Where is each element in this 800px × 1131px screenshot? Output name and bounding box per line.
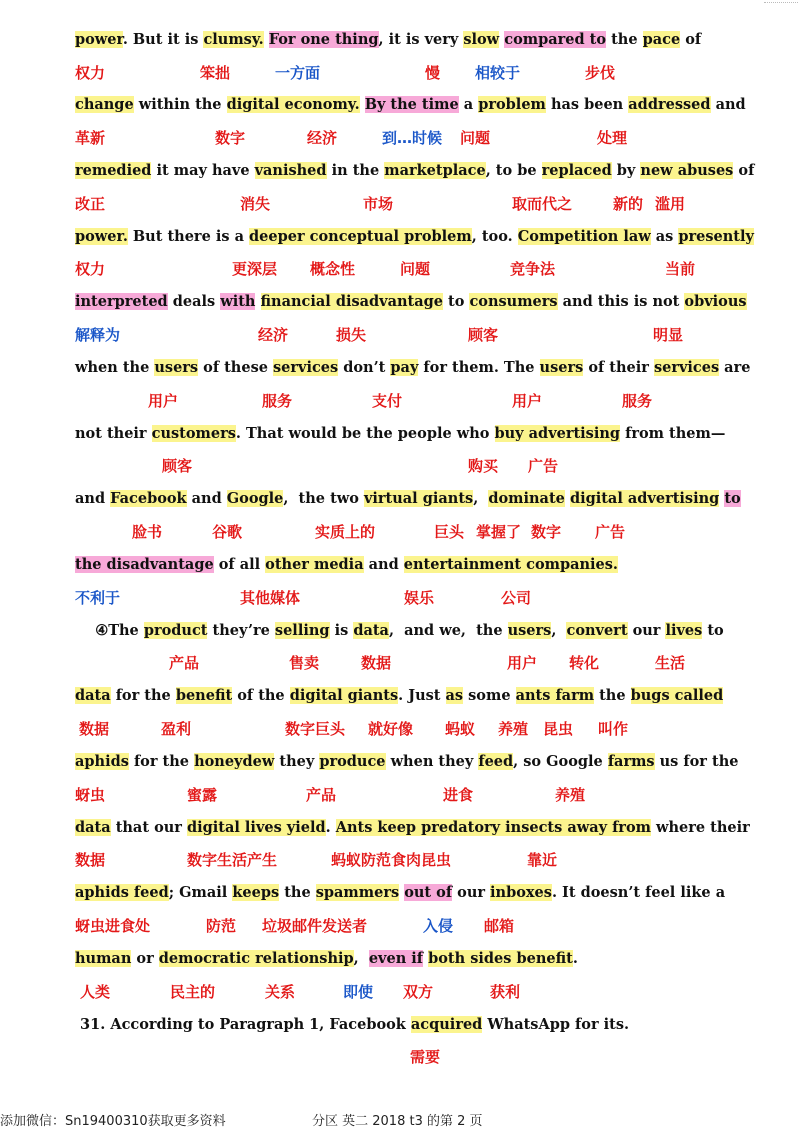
plain-text: for the	[128, 753, 195, 770]
red-annotation: 新的	[613, 195, 644, 213]
blue-annotation: 到…时候	[382, 129, 443, 147]
red-annotation: 昆虫	[543, 720, 574, 738]
yellow-highlight-phrase: data	[75, 687, 111, 704]
red-annotation: 生活	[655, 654, 686, 672]
pink-highlight-phrase: compared to	[504, 31, 607, 48]
plain-text: that our	[110, 819, 187, 836]
red-annotation: 数据	[361, 654, 392, 672]
plain-text: has been	[545, 96, 629, 113]
text-line	[75, 93, 746, 117]
text-line	[75, 225, 754, 249]
footer-page-label: 分区 英二 2018 t3 的第 2 页	[312, 1114, 483, 1129]
yellow-highlight-phrase: users	[154, 359, 199, 376]
plain-text: don’t	[338, 359, 391, 376]
yellow-highlight-phrase: vanished	[254, 162, 327, 179]
yellow-highlight-phrase: Ants keep predatory insects away from	[335, 819, 651, 836]
red-annotation: 脸书	[132, 523, 163, 541]
red-annotation: 滥用	[655, 195, 686, 213]
text-line	[75, 750, 739, 774]
gloss-line	[75, 915, 755, 939]
red-annotation: 关系	[265, 983, 296, 1001]
yellow-highlight-phrase: democratic relationship	[158, 950, 354, 967]
plain-text: for them. The	[418, 359, 540, 376]
yellow-highlight-phrase: other media	[265, 556, 364, 573]
plain-text: , and we, the	[388, 622, 508, 639]
red-annotation: 消失	[240, 195, 271, 213]
yellow-highlight-phrase: Google	[226, 490, 284, 507]
blue-annotation: 相较于	[475, 64, 521, 82]
red-annotation: 数字	[531, 523, 562, 541]
yellow-highlight-phrase: users	[539, 359, 584, 376]
pink-highlight-phrase: even if	[368, 950, 424, 967]
yellow-highlight-phrase: presently	[678, 228, 754, 245]
red-annotation: 权力	[75, 260, 106, 278]
plain-text: or	[131, 950, 159, 967]
plain-text: deals	[167, 293, 221, 310]
yellow-highlight-phrase: new abuses	[640, 162, 734, 179]
red-annotation: 产品	[306, 786, 337, 804]
plain-text: for the	[110, 687, 176, 704]
plain-text: are	[719, 359, 751, 376]
plain-text: . But it is	[122, 31, 204, 48]
yellow-highlight-phrase: Facebook	[110, 490, 187, 507]
gloss-line	[75, 258, 755, 282]
yellow-highlight-phrase: inboxes	[490, 884, 552, 901]
plain-text: a	[458, 96, 479, 113]
yellow-highlight-phrase: services	[653, 359, 720, 376]
gloss-line	[75, 1046, 755, 1070]
red-annotation: 数据	[75, 851, 106, 869]
gloss-line	[75, 324, 755, 348]
red-annotation: 顾客	[468, 326, 499, 344]
red-annotation: 用户	[507, 654, 538, 672]
plain-text: the	[279, 884, 316, 901]
yellow-highlight-phrase: aphids feed	[75, 884, 169, 901]
red-annotation: 数字	[215, 129, 246, 147]
gloss-line	[75, 193, 755, 217]
pink-highlight-phrase: For one thing	[268, 31, 379, 48]
red-annotation: 蚜虫进食处	[75, 917, 151, 935]
red-annotation: 广告	[528, 457, 559, 475]
red-annotation: 养殖	[555, 786, 586, 804]
plain-text: and this is not	[557, 293, 685, 310]
yellow-highlight-phrase: addressed	[628, 96, 711, 113]
plain-text: ④The	[75, 622, 144, 639]
text-line	[75, 881, 726, 905]
text-line	[75, 684, 724, 708]
red-annotation: 概念性	[310, 260, 356, 278]
blue-annotation: 一方面	[275, 64, 321, 82]
red-annotation: 服务	[262, 392, 293, 410]
red-annotation: 垃圾邮件发送者	[262, 917, 368, 935]
red-annotation: 取而代之	[512, 195, 573, 213]
pink-highlight-phrase: the disadvantage	[75, 556, 214, 573]
red-annotation: 问题	[460, 129, 491, 147]
red-annotation: 掌握了	[476, 523, 522, 541]
yellow-highlight-phrase: entertainment companies.	[403, 556, 618, 573]
plain-text: to	[443, 293, 470, 310]
blue-annotation: 不利于	[75, 589, 121, 607]
yellow-highlight-phrase: problem	[478, 96, 546, 113]
plain-text: not their	[75, 425, 152, 442]
plain-text: of	[733, 162, 755, 179]
gloss-line	[75, 587, 755, 611]
pink-highlight-phrase: By the time	[364, 96, 459, 113]
plain-text: in the	[326, 162, 385, 179]
plain-text: and	[186, 490, 227, 507]
red-annotation: 数字巨头	[285, 720, 346, 738]
plain-text: from them—	[620, 425, 726, 442]
red-annotation: 盈利	[161, 720, 192, 738]
plain-text: ,	[473, 490, 489, 507]
text-line	[75, 553, 715, 577]
red-annotation: 转化	[569, 654, 600, 672]
yellow-highlight-phrase: feed	[478, 753, 514, 770]
red-annotation: 其他媒体	[240, 589, 301, 607]
plain-text: our	[627, 622, 666, 639]
red-annotation: 实质上的	[315, 523, 376, 541]
red-annotation: 慢	[425, 64, 441, 82]
yellow-highlight-phrase: pace	[642, 31, 681, 48]
text-line	[75, 816, 750, 840]
plain-text: of their	[583, 359, 654, 376]
plain-text: when the	[75, 359, 155, 376]
plain-text: to	[702, 622, 724, 639]
red-annotation: 问题	[400, 260, 431, 278]
plain-text: WhatsApp for its.	[482, 1016, 630, 1033]
yellow-highlight-phrase: digital giants	[289, 687, 399, 704]
yellow-highlight-phrase: as	[445, 687, 464, 704]
text-line	[75, 159, 755, 183]
red-annotation: 获利	[490, 983, 521, 1001]
yellow-highlight-phrase: consumers	[469, 293, 558, 310]
yellow-highlight-phrase: acquired	[410, 1016, 483, 1033]
plain-text: they’re	[207, 622, 275, 639]
red-annotation: 就好像	[368, 720, 414, 738]
gloss-line	[75, 127, 755, 151]
red-annotation: 竞争法	[510, 260, 556, 278]
yellow-highlight-phrase: lives	[665, 622, 703, 639]
red-annotation: 产品	[169, 654, 200, 672]
gloss-line	[75, 455, 755, 479]
text-line	[75, 28, 715, 52]
yellow-highlight-phrase: slow	[463, 31, 500, 48]
yellow-highlight-phrase: services	[273, 359, 339, 376]
yellow-highlight-phrase: ants farm	[515, 687, 595, 704]
gloss-line	[75, 718, 755, 742]
yellow-highlight-phrase: human	[75, 950, 132, 967]
yellow-highlight-phrase: virtual giants	[363, 490, 474, 507]
yellow-highlight-phrase: produce	[319, 753, 386, 770]
yellow-highlight-phrase: digital economy.	[226, 96, 360, 113]
yellow-highlight-phrase: Competition law	[517, 228, 651, 245]
plain-text: where their	[650, 819, 750, 836]
plain-text: .	[325, 819, 336, 836]
plain-text: of the	[232, 687, 290, 704]
gloss-line	[75, 390, 755, 414]
plain-text: by	[611, 162, 641, 179]
red-annotation: 需要	[410, 1048, 441, 1066]
blue-annotation: 即使	[343, 983, 374, 1001]
red-annotation: 蜜露	[187, 786, 218, 804]
plain-text: of these	[198, 359, 274, 376]
text-line	[75, 356, 751, 380]
red-annotation: 顾客	[162, 457, 193, 475]
red-annotation: 娱乐	[404, 589, 435, 607]
yellow-highlight-phrase: both sides benefit	[428, 950, 573, 967]
plain-text: , so Google	[513, 753, 608, 770]
plain-text: ; Gmail	[168, 884, 233, 901]
plain-text: as	[650, 228, 679, 245]
yellow-highlight-phrase: change	[75, 96, 134, 113]
plain-text: . That would be the people who	[235, 425, 495, 442]
yellow-highlight-phrase: spammers	[315, 884, 400, 901]
red-annotation: 当前	[665, 260, 696, 278]
red-annotation: 双方	[403, 983, 434, 1001]
plain-text	[360, 96, 365, 113]
yellow-highlight-phrase: replaced	[541, 162, 612, 179]
red-annotation: 经济	[258, 326, 289, 344]
yellow-highlight-phrase: digital advertising	[569, 490, 720, 507]
red-annotation: 处理	[597, 129, 628, 147]
plain-text	[255, 293, 260, 310]
yellow-highlight-phrase: selling	[274, 622, 330, 639]
yellow-highlight-phrase: buy advertising	[494, 425, 621, 442]
red-annotation: 服务	[622, 392, 653, 410]
pink-highlight-phrase: with	[220, 293, 256, 310]
red-annotation: 进食	[443, 786, 474, 804]
red-annotation: 步伐	[585, 64, 616, 82]
gloss-line	[75, 521, 755, 545]
plain-text: ,	[551, 622, 567, 639]
gloss-line	[75, 784, 755, 808]
text-line	[75, 487, 741, 511]
red-annotation: 谷歌	[212, 523, 243, 541]
yellow-highlight-phrase: honeydew	[194, 753, 275, 770]
red-annotation: 靠近	[527, 851, 558, 869]
gloss-line	[75, 849, 755, 873]
red-annotation: 养殖	[498, 720, 529, 738]
red-annotation: 公司	[501, 589, 532, 607]
yellow-highlight-phrase: deeper conceptual problem	[249, 228, 472, 245]
plain-text: of all	[213, 556, 266, 573]
yellow-highlight-phrase: clumsy.	[203, 31, 264, 48]
yellow-highlight-phrase: obvious	[684, 293, 747, 310]
plain-text	[264, 31, 269, 48]
red-annotation: 市场	[363, 195, 394, 213]
plain-text: it may have	[151, 162, 255, 179]
red-annotation: 更深层	[232, 260, 278, 278]
red-annotation: 广告	[595, 523, 626, 541]
plain-text: 31. According to Paragraph 1, Facebook	[75, 1016, 411, 1033]
plain-text: the	[594, 687, 631, 704]
text-line	[75, 422, 726, 446]
plain-text: , to be	[485, 162, 542, 179]
plain-text: and	[710, 96, 746, 113]
gloss-line	[75, 981, 755, 1005]
plain-text: and	[75, 490, 111, 507]
pink-highlight-phrase: to	[724, 490, 741, 507]
red-annotation: 数字生活产生	[187, 851, 278, 869]
yellow-highlight-phrase: product	[143, 622, 208, 639]
text-line	[75, 1013, 715, 1037]
red-annotation: 用户	[148, 392, 179, 410]
plain-text: the	[606, 31, 643, 48]
red-annotation: 权力	[75, 64, 106, 82]
text-line	[75, 290, 747, 314]
yellow-highlight-phrase: data	[353, 622, 389, 639]
yellow-highlight-phrase: aphids	[75, 753, 129, 770]
blue-annotation: 入侵	[423, 917, 454, 935]
red-annotation: 售卖	[289, 654, 320, 672]
yellow-highlight-phrase: customers	[151, 425, 236, 442]
footer-promo-text: 添加微信：Sn19400310获取更多资料	[0, 1114, 226, 1129]
red-annotation: 叫作	[598, 720, 629, 738]
plain-text: us for the	[654, 753, 739, 770]
plain-text: ,	[353, 950, 369, 967]
text-line	[75, 947, 715, 971]
red-annotation: 用户	[512, 392, 543, 410]
red-annotation: 支付	[372, 392, 403, 410]
gloss-line	[75, 62, 755, 86]
plain-text: our	[452, 884, 491, 901]
yellow-highlight-phrase: marketplace	[384, 162, 486, 179]
red-annotation: 购买	[468, 457, 499, 475]
red-annotation: 蚂蚁防范食肉昆虫	[331, 851, 452, 869]
yellow-highlight-phrase: bugs called	[630, 687, 724, 704]
yellow-highlight-phrase: farms	[607, 753, 655, 770]
red-annotation: 笨拙	[200, 64, 231, 82]
red-annotation: 损失	[336, 326, 367, 344]
blue-annotation: 解释为	[75, 326, 121, 344]
plain-text: of	[680, 31, 702, 48]
yellow-highlight-phrase: users	[507, 622, 552, 639]
plain-text: .	[572, 950, 578, 967]
plain-text: . Just	[398, 687, 446, 704]
pink-highlight-phrase: out of	[404, 884, 453, 901]
plain-text: when they	[385, 753, 479, 770]
pink-highlight-phrase: interpreted	[75, 293, 168, 310]
plain-text: But there is a	[127, 228, 250, 245]
plain-text: , it is very	[378, 31, 464, 48]
red-annotation: 明显	[653, 326, 684, 344]
yellow-highlight-phrase: convert	[566, 622, 628, 639]
corner-mark	[764, 2, 798, 7]
yellow-highlight-phrase: data	[75, 819, 111, 836]
red-annotation: 改正	[75, 195, 106, 213]
text-line	[75, 619, 724, 643]
yellow-highlight-phrase: dominate	[488, 490, 565, 507]
yellow-highlight-phrase: benefit	[175, 687, 233, 704]
red-annotation: 巨头	[434, 523, 465, 541]
yellow-highlight-phrase: digital lives yield	[186, 819, 326, 836]
red-annotation: 人类	[80, 983, 111, 1001]
red-annotation: 邮箱	[484, 917, 515, 935]
plain-text: within the	[133, 96, 227, 113]
red-annotation: 革新	[75, 129, 106, 147]
plain-text: . It doesn’t feel like a	[551, 884, 726, 901]
red-annotation: 蚜虫	[75, 786, 106, 804]
red-annotation: 民主的	[170, 983, 216, 1001]
plain-text: , too.	[471, 228, 518, 245]
plain-text: they	[274, 753, 320, 770]
yellow-highlight-phrase: keeps	[232, 884, 280, 901]
yellow-highlight-phrase: remedied	[75, 162, 152, 179]
yellow-highlight-phrase: power	[75, 31, 123, 48]
yellow-highlight-phrase: financial disadvantage	[260, 293, 443, 310]
red-annotation: 防范	[206, 917, 237, 935]
yellow-highlight-phrase: pay	[390, 359, 419, 376]
yellow-highlight-phrase: power.	[75, 228, 128, 245]
plain-text: and	[363, 556, 404, 573]
gloss-line	[75, 652, 755, 676]
plain-text: some	[463, 687, 516, 704]
red-annotation: 蚂蚁	[445, 720, 476, 738]
plain-text: is	[329, 622, 354, 639]
red-annotation: 经济	[307, 129, 338, 147]
red-annotation: 数据	[79, 720, 110, 738]
plain-text: , the two	[283, 490, 364, 507]
